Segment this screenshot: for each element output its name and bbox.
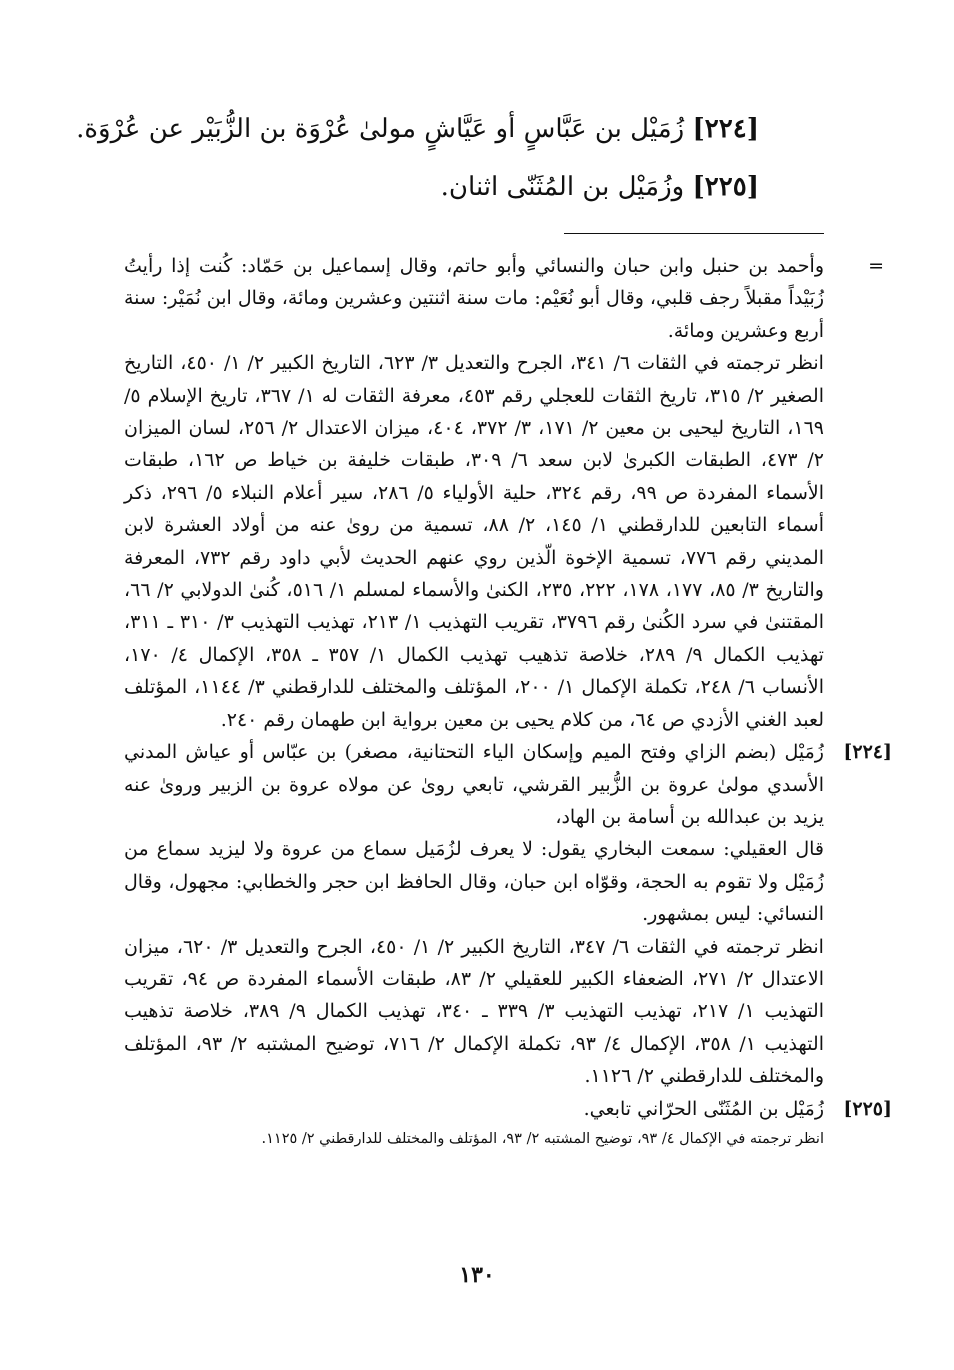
footnote-225 [124,1093,892,1153]
footnotes [123,250,892,1153]
footnote-separator [564,233,824,234]
entry-224-number: [٢٢٤] [692,114,759,144]
page-number: ١٣٠ [459,1262,495,1288]
footnote-224 [124,736,892,1092]
footnote-225-references: انظر ترجمته في الإكمال ٤/ ٩٣، توضيح المشتبه ٢/ ٩٣، المؤتلف والمختلف للدارقطني ٢/ ١١٢٥. [261,1130,824,1147]
entry-225-number: [٢٢٥] [692,172,759,202]
continuation-marker: = [868,255,884,277]
footnote-225-bio: زُمَيْل بن المُثَنّى الحرّاني تابعي. [583,1097,824,1120]
entry-224 [76,100,759,158]
footnote-continuation [123,250,884,736]
entry-225 [159,158,759,216]
entry-224-text: زُمَيْل بن عَبَّاسٍ أو عَيَّاشٍ مولىٰ عُرْوَة بن الزُّبَيْر عن عُرْوَة. [76,114,685,144]
continuation-references: انظر ترجمته في الثقات ٦/ ٣٤١، الجرح والتعديل ٣/ ٦٢٣، التاريخ الكبير ٢/ ١/ ٤٥٠، التاريخ الصغير ٢/ ٣١٥، تاريخ الثقات للعجلي رقم ٤٥٣، معرفة الثقات له ١/ ٣٦٧، تاريخ الإسلام ٥/ ١٦٩، التاريخ ليحيى بن معين ٢/ ١٧١، ٣/ ٣٧٢، ٤٠٤، ميزان الاعتدال ٢/ ٢٥٦، لسان الميزان ٢/ ٤٧٣، الطبقات الكبرىٰ لابن سعد ٦/ ٣٠٩، طبقات خليفة بن خياط ص ١٦٢، طبقات الأسماء المفردة ص ٩٩، رقم ٣٢٤، حلية الأولياء ٥/ ٢٨٦، سير أعلام النبلاء ٥/ ٢٩٦، ذكر أسماء التابعين للدارقطني ١/ ١٤٥، ٢/ ٨٨، تسمية من روىٰ عنه من أولاد العشرة لابن المديني رقم ٧٧٦، تسمية الإخوة الّذين روي عنهم الحديث لأبي داود رقم ٧٣٢، المعرفة والتاريخ ٣/ ٨٥، ١٧٧، ١٧٨، ٢٢٢، ٢٣٥، الكنىٰ والأسماء لمسلم ١/ ٥١٦، كُنىٰ الدولابي ٢/ ٦٦، المقتنىٰ في سرد الكُنىٰ رقم ٣٧٩٦، تقريب التهذيب ١/ ٢١٣، تهذيب التهذيب ٣/ ٣١٠ ـ ٣١١، تهذيب الكمال ٩/ ٢٨٩، خلاصة تذهيب تهذيب الكمال ١/ ٣٥٧ ـ ٣٥٨، الإكمال ٤/ ١٧٠، الأنساب ٦/ ٢٤٨، تكملة الإكمال ١/ ٢٠٠، المؤتلف والمختلف للدارقطني ٣/ ١١٤٤، المؤتلف لعبد الغني الأزدي ص ٦٤، من كلام يحيى بن معين برواية ابن طهمان رقم ٢٤٠. [124,352,825,731]
entry-225-text: وزُمَيْل بن المُثَنّى اثنان. [440,172,685,202]
footnote-224-marker: [٢٢٤] [843,741,892,764]
footnote-224-critique: قال العقيلي: سمعت البخاري يقول: لا يعرف لزُمَيل سماع من عروة ولا ليزيد سماع من زُمَيْل ولا تقوم به الحجة، وقوّاه ابن حبان، وقال الحافظ ابن حجر والخطابي: مجهول، وقال النسائي: ليس بمشهور. [124,838,824,926]
main-text [76,100,759,216]
footnote-224-bio: زُمَيْل (بضم الزاي وفتح الميم وإسكان الياء التحتانية، مصغر) بن عبّاس أو عياش المدني الأسدي مولىٰ عروة بن الزُّبير القرشي، تابعي روىٰ عن مولاه عروة بن الزبير وروىٰ عنه يزيد بن عبدالله بن أسامة بن الهاد، [124,741,824,828]
footnote-225-marker: [٢٢٥] [843,1097,892,1120]
footnote-224-references: انظر ترجمته في الثقات ٦/ ٣٤٧، التاريخ الكبير ٢/ ١/ ٤٥٠، الجرح والتعديل ٣/ ٦٢٠، ميزان الاعتدال ٢/ ٢٧١، الضعفاء الكبير للعقيلي ٢/ ٨٣، طبقات الأسماء المفردة ص ٩٤، تقريب التهذيب ١/ ٢١٧، تهذيب التهذيب ٣/ ٣٣٩ ـ ٣٤٠، تهذيب الكمال ٩/ ٣٨٩، خلاصة تذهيب التهذيب ١/ ٣٥٨، الإكمال ٤/ ٩٣، تكملة الإكمال ٢/ ٧١٦، توضيح المشتبه ٢/ ٩٣، المؤتلف والمختلف للدارقطني ٢/ ١١٢٦. [124,935,825,1088]
continuation-paragraph: وأحمد بن حنبل وابن حبان والنسائي وأبو حاتم، وقال إسماعيل بن حَمّاد: كُنت إذا رأيتُ زُبَيْداً مقبلاً رجف قلبي، وقال أبو نُعَيْم: مات سنة اثنتين وعشرين ومائة، وقال ابن نُمَيْر: سنة أربع وعشرين ومائة. [123,255,824,342]
